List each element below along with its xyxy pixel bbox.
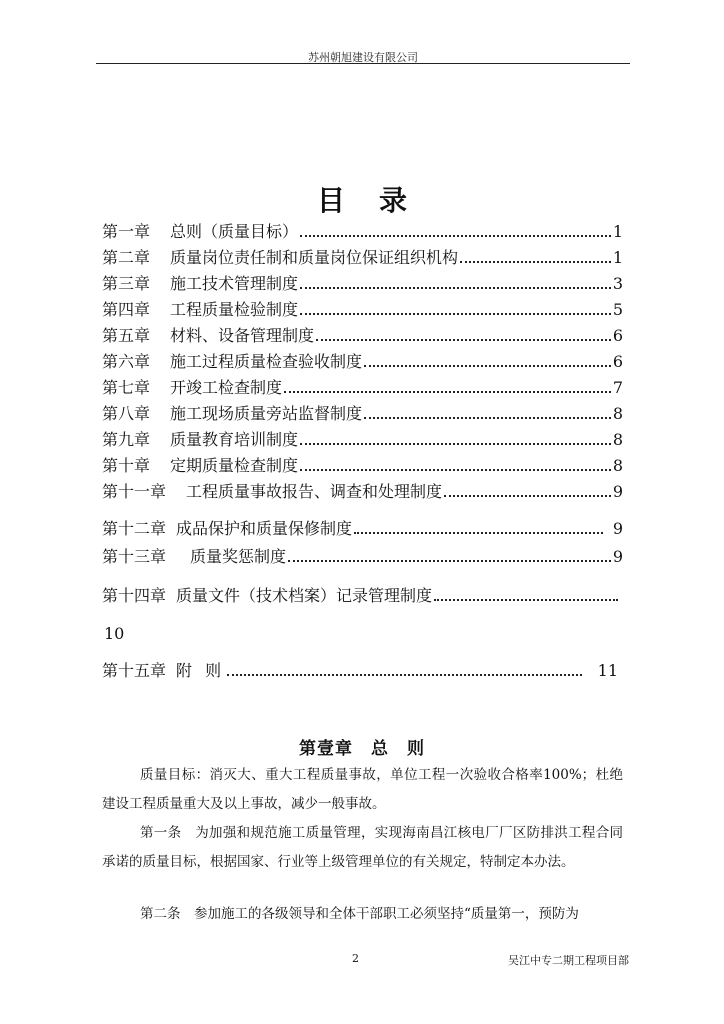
toc-chapter: 第六章 [102,352,151,371]
toc-chapter: 第十章 [102,456,151,475]
toc-title-text: 定期质量检查制度 [170,456,299,475]
toc-entry[interactable] [102,546,623,568]
header-divider [96,63,630,64]
toc-entry[interactable] [102,221,623,243]
toc-page: 3 [612,274,623,293]
toc-title-text: 开竣工检查制度 [170,378,283,397]
toc-leader-dots [300,443,611,445]
toc-chapter: 第七章 [102,378,151,397]
footer-project-name: 吴江中专二期工程项目部 [508,954,629,967]
toc-page: 11 [597,661,618,680]
toc-leader-dots [300,469,611,471]
toc-entry[interactable] [102,429,623,451]
toc-entry[interactable] [102,660,618,682]
toc-chapter: 第十一章 [102,482,167,501]
toc-leader-dots [227,674,582,676]
toc-page: 9 [612,482,623,501]
toc-page: 5 [612,300,623,319]
toc-title: 目录 [316,184,441,217]
toc-page: 6 [612,326,623,345]
toc-page: 9 [612,519,623,538]
body-paragraph: 质量目标：消灭大、重大工程质量事故，单位工程一次验收合格率100%；杜绝建设工程质量重大及以上事故，减少一般事故。 [102,767,623,812]
toc-chapter: 第十三章 [102,547,167,566]
toc-chapter: 第九章 [102,430,151,449]
toc-chapter: 第十四章 [102,586,167,605]
page-header-company: 苏州朝旭建设有限公司 [308,51,418,64]
toc-chapter: 第八章 [102,404,151,423]
toc-title-text: 施工现场质量旁站监督制度 [170,404,363,423]
toc-leader-dots [434,599,618,601]
toc-chapter: 第四章 [102,300,151,319]
toc-chapter: 第五章 [102,326,151,345]
toc-title-text: 材料、设备管理制度 [170,326,315,345]
toc-entry[interactable] [102,377,623,399]
toc-title-text: 质量文件（技术档案）记录管理制度 [176,586,433,605]
toc-title-text: 施工技术管理制度 [170,274,299,293]
toc-leader-dots [354,532,603,534]
toc-entry[interactable] [102,403,623,425]
body-paragraph: 第一条 为加强和规范施工质量管理，实现海南昌江核电厂厂区防排洪工程合同承诺的质量目标，根据国家、行业等上级管理单位的有关规定，特制定本办法。 [102,825,623,870]
toc-chapter: 第一章 [102,222,151,241]
toc-leader-dots [284,391,611,393]
toc-title-text: 附 则 [176,661,226,680]
toc-title-text: 施工过程质量检查验收制度 [170,352,363,371]
toc-entry[interactable] [102,585,618,607]
toc-title-text: 质量教育培训制度 [170,430,299,449]
toc-leader-dots [288,560,611,562]
toc-chapter: 第二章 [102,248,151,267]
toc-entry[interactable] [102,299,623,321]
toc-title-text: 质量奖惩制度 [190,547,287,566]
toc-entry[interactable] [102,351,623,373]
toc-entry[interactable] [102,325,623,347]
toc-title-text: 工程质量检验制度 [170,300,299,319]
toc-page: 8 [612,456,623,475]
toc-chapter: 第三章 [102,274,151,293]
toc-entry[interactable] [102,247,623,269]
toc-page: 6 [612,352,623,371]
toc-entry[interactable] [102,455,623,477]
toc-title-text: 质量岗位责任制和质量岗位保证组织机构 [170,248,459,267]
toc-entry[interactable] [102,481,623,503]
toc-leader-dots [364,417,611,419]
toc-page: 7 [612,378,623,397]
toc-title-text: 成品保护和质量保修制度 [176,519,353,538]
toc-leader-dots [300,287,611,289]
toc-entry[interactable] [102,518,623,540]
toc-leader-dots [444,495,611,497]
toc-leader-dots [316,339,611,341]
toc-leader-dots [300,313,611,315]
toc-title-text: 工程质量事故报告、调查和处理制度 [186,482,443,501]
section-title: 第壹章 总 则 [299,739,425,759]
toc-leader-dots [460,261,611,263]
toc-leader-dots [364,365,611,367]
toc-entry[interactable] [102,273,623,295]
toc-title-text: 总则（质量目标） [170,222,299,241]
toc-page: 8 [612,430,623,449]
toc-chapter: 第十五章 [102,661,167,680]
toc-page: 8 [612,404,623,423]
footer-page-number: 2 [352,952,359,965]
toc-page: 1 [612,222,623,241]
toc-chapter: 第十二章 [102,519,167,538]
toc-leader-dots [300,235,611,237]
toc-page: 10 [104,624,125,643]
toc-page: 1 [612,248,623,267]
body-paragraph: 第二条 参加施工的各级领导和全体干部职工必须坚持“质量第一，预防为 [140,906,579,922]
toc-page: 9 [612,547,623,566]
